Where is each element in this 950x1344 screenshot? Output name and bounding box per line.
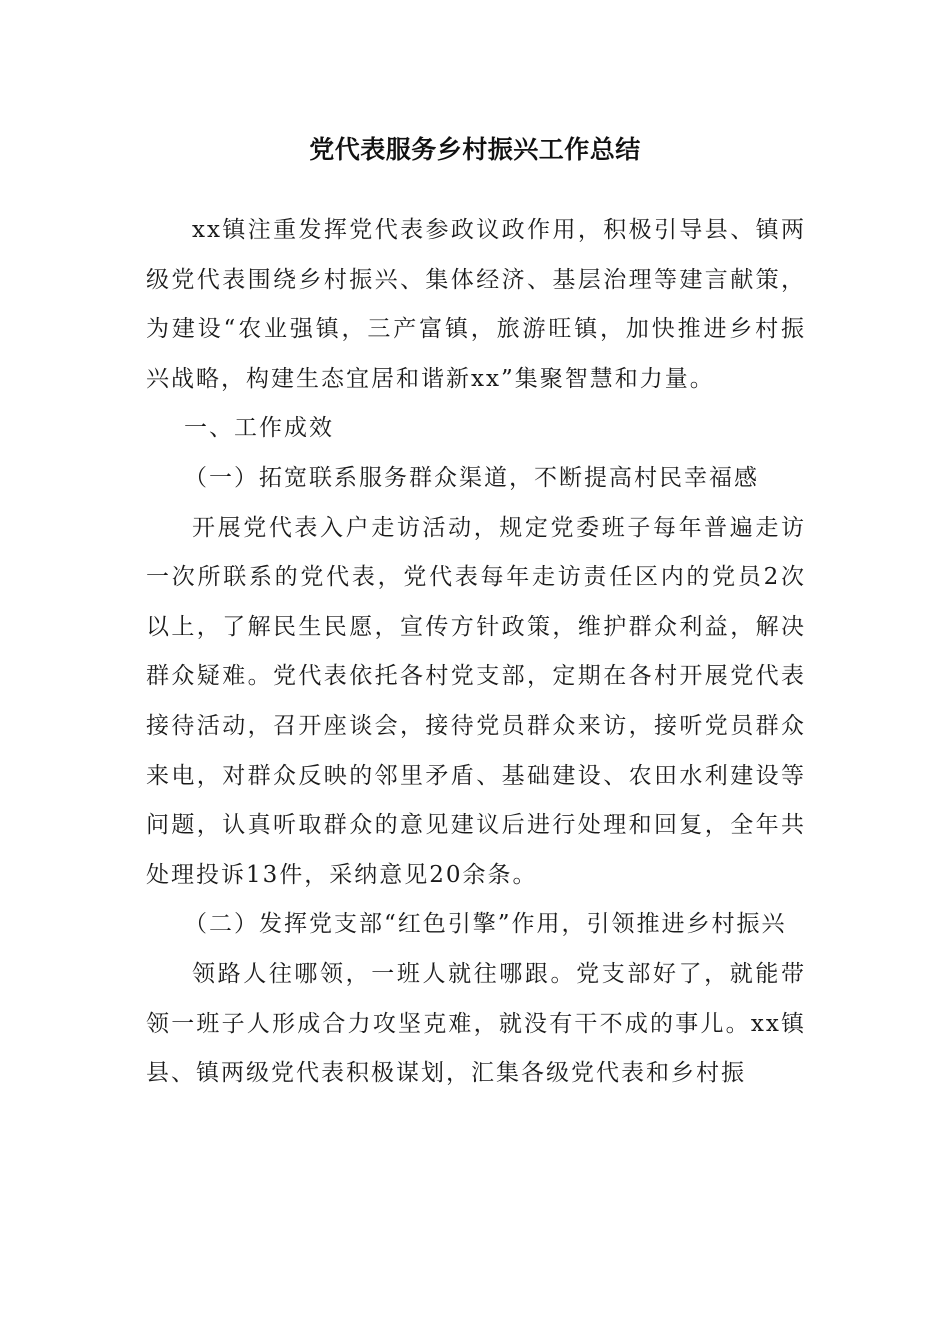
body-paragraph-2: 领路人往哪领，一班人就往哪跟。党支部好了，就能带领一班子人形成合力攻坚克难，就没有干不成的事儿。xx镇县、镇两级党代表积极谋划，汇集各级党代表和乡村振 <box>146 960 806 1087</box>
section-heading-work-results: 一、工作成效 <box>184 415 334 442</box>
subsection-heading-2: （二）发挥党支部“红色引擎”作用，引领推进乡村振兴 <box>184 911 787 938</box>
subsection-heading-1: （一）拓宽联系服务群众渠道，不断提高村民幸福感 <box>184 464 759 491</box>
body-paragraph-1: 开展党代表入户走访活动，规定党委班子每年普遍走访一次所联系的党代表，党代表每年走访责任区内的党员2次以上，了解民生民愿，宣传方针政策，维护群众利益，解决群众疑难。党代表依托各村党支部，定期在各村开展党代表接待活动，召开座谈会，接待党员群众来访，接听党员群众来电，对群众反映的邻里矛盾、基础建设、农田水利建设等问题，认真听取群众的意见建议后进行处理和回复，全年共处理投诉13件，采纳意见20余条。 <box>146 514 806 888</box>
document-body <box>146 206 806 1099</box>
document-title: 党代表服务乡村振兴工作总结 <box>309 135 641 164</box>
intro-paragraph: xx镇注重发挥党代表参政议政作用，积极引导县、镇两级党代表围绕乡村振兴、集体经济、基层治理等建言献策，为建设“农业强镇，三产富镇，旅游旺镇，加快推进乡村振兴战略，构建生态宜居和谐新xx”集聚智慧和力量。 <box>146 217 806 392</box>
